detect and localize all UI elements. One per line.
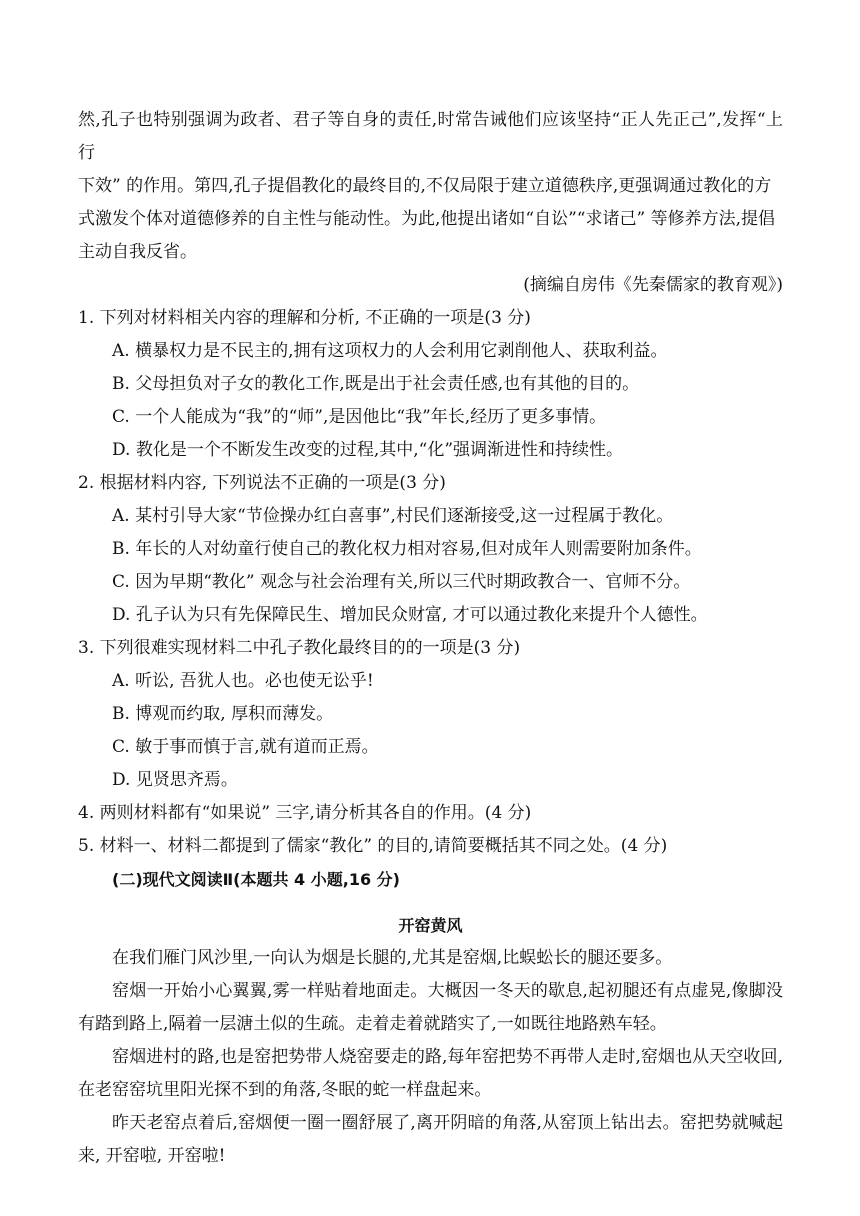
source-citation: (摘编自房伟《先秦儒家的教育观》) xyxy=(523,275,783,295)
question-stem: 5. 材料一、材料二都提到了儒家“教化” 的目的,请简要概括其不同之处。(4 分) xyxy=(78,836,668,856)
option-a: A. 听讼, 吾犹人也。必也使无讼乎! xyxy=(112,671,374,691)
option-c: C. 敏于事而慎于言,就有道而正焉。 xyxy=(112,737,379,757)
question-3 xyxy=(78,632,783,797)
story-paragraph: 窑烟进村的路,也是窑把势带人烧窑要走的路,每年窑把势不再带人走时,窑烟也从天空收回,在老窑窑坑里阳光探不到的角落,冬眠的蛇一样盘起来。 xyxy=(78,1047,783,1100)
option-d: D. 教化是一个不断发生改变的过程,其中,“化”强调渐进性和持续性。 xyxy=(112,440,624,460)
material-line: 下效” 的作用。第四,孔子提倡教化的最终目的,不仅局限于建立道德秩序,更强调通过教化的方 xyxy=(78,176,772,196)
story-paragraph: 在我们雁门风沙里,一向认为烟是长腿的,尤其是窑烟,比蜈蚣长的腿还要多。 xyxy=(112,948,673,968)
question-stem: 3. 下列很难实现材料二中孔子教化最终目的的一项是(3 分) xyxy=(78,638,521,658)
section-heading: (二)现代文阅读Ⅱ(本题共 4 小题,16 分) xyxy=(112,870,400,889)
question-5 xyxy=(78,830,783,863)
story-paragraph: 昨天老窑点着后,窑烟便一圈一圈舒展了,离开阴暗的角落,从窑顶上钻出去。窑把势就喊起来, 开窑啦, 开窑啦! xyxy=(78,1113,783,1166)
document-page xyxy=(78,104,783,1173)
question-1 xyxy=(78,302,783,467)
material-line: 式激发个体对道德修养的自主性与能动性。为此,他提出诸如“自讼”“求诸己” 等修养方法,提倡 xyxy=(78,209,775,229)
material-passage xyxy=(78,104,783,302)
option-a: A. 横暴权力是不民主的,拥有这项权力的人会利用它剥削他人、获取利益。 xyxy=(112,341,668,361)
question-2 xyxy=(78,467,783,632)
story-paragraph: 窑烟一开始小心翼翼,雾一样贴着地面走。大概因一冬天的歇息,起初腿还有点虚晃,像脚没有踏到路上,隔着一层溏土似的生疏。走着走着就踏实了,一如既往地路熟车轻。 xyxy=(78,981,783,1034)
story-title: 开窑黄风 xyxy=(398,916,463,935)
option-c: C. 一个人能成为“我”的“师”,是因他比“我”年长,经历了更多事情。 xyxy=(112,407,607,427)
option-d: D. 孔子认为只有先保障民生、增加民众财富, 才可以通过教化来提升个人德性。 xyxy=(112,605,708,625)
option-a: A. 某村引导大家“节俭操办红白喜事”,村民们逐渐接受,这一过程属于教化。 xyxy=(112,506,674,526)
question-stem: 2. 根据材料内容, 下列说法不正确的一项是(3 分) xyxy=(78,473,446,493)
material-line: 主动自我反省。 xyxy=(78,242,197,262)
option-c: C. 因为早期“教化” 观念与社会治理有关,所以三代时期政教合一、官师不分。 xyxy=(112,572,691,592)
material-line: 然,孔子也特别强调为政者、君子等自身的责任,时常告诫他们应该坚持“正人先正己”,发挥“上行 xyxy=(78,110,783,163)
question-4 xyxy=(78,797,783,830)
option-b: B. 博观而约取, 厚积而薄发。 xyxy=(112,704,334,724)
option-d: D. 见贤思齐焉。 xyxy=(112,770,238,790)
option-b: B. 父母担负对子女的教化工作,既是出于社会责任感,也有其他的目的。 xyxy=(112,374,640,394)
question-stem: 4. 两则材料都有“如果说” 三字,请分析其各自的作用。(4 分) xyxy=(78,803,532,823)
option-b: B. 年长的人对幼童行使自己的教化权力相对容易,但对成年人则需要附加条件。 xyxy=(112,539,702,559)
story-body xyxy=(78,942,783,1173)
question-stem: 1. 下列对材料相关内容的理解和分析, 不正确的一项是(3 分) xyxy=(78,308,531,328)
